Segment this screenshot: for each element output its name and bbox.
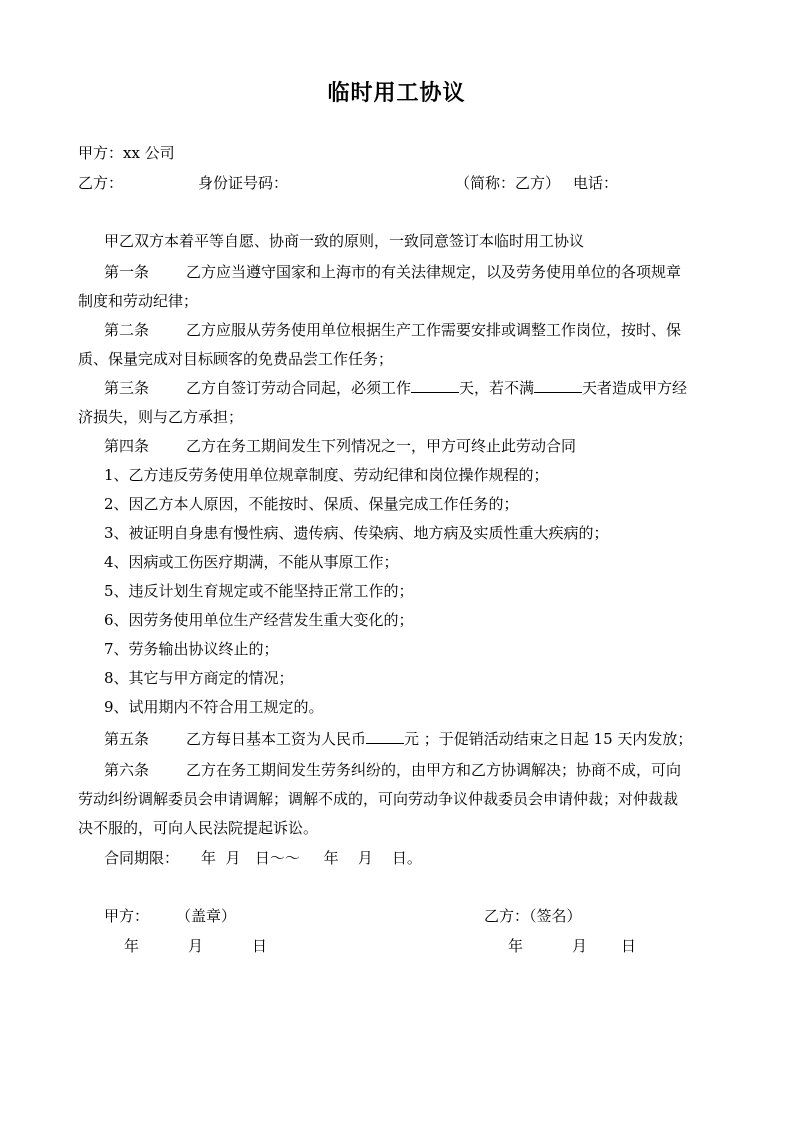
article3-part2: 天，若不满 bbox=[459, 379, 535, 397]
party-b-sign-label: 乙方：（签名） bbox=[484, 907, 582, 925]
term-dates: 年 月 日～～ 年 月 日。 bbox=[201, 849, 422, 867]
wage-blank bbox=[366, 729, 404, 744]
article5-part2: 元 ；于促销活动结束之日起 15 天内发放； bbox=[404, 730, 693, 748]
list-item: 2、因乙方本人原因，不能按时、保质、保量完成工作任务的； bbox=[104, 495, 519, 513]
article1-text-cont: 制度和劳动纪律； bbox=[78, 292, 199, 310]
party-a-year: 年 bbox=[124, 937, 140, 955]
article4-text: 乙方在务工期间发生下列情况之一，甲方可终止此劳动合同 bbox=[186, 437, 577, 455]
article2-heading: 第二条 bbox=[104, 321, 150, 339]
work-days-blank bbox=[411, 378, 459, 393]
intro-paragraph: 甲乙双方本着平等自愿、协商一致的原则，一致同意签订本临时用工协议 bbox=[104, 232, 585, 250]
article3-heading: 第三条 bbox=[104, 379, 150, 397]
article5-text bbox=[186, 729, 692, 749]
party-a-month: 月 bbox=[188, 937, 204, 955]
list-item: 6、因劳务使用单位生产经营发生重大变化的； bbox=[104, 611, 414, 629]
article4-heading: 第四条 bbox=[104, 437, 150, 455]
term-label: 合同期限： bbox=[104, 849, 180, 867]
id-number-label: 身份证号码： bbox=[198, 174, 289, 192]
list-item: 5、违反计划生育规定或不能坚持正常工作的； bbox=[104, 582, 414, 600]
seal-label: （盖章） bbox=[176, 907, 237, 925]
article2-text-cont: 质、保量完成对目标顾客的免费品尝工作任务； bbox=[78, 350, 394, 368]
party-b-month: 月 bbox=[572, 937, 588, 955]
list-item: 3、被证明自身患有慢性病、遗传病、传染病、地方病及实质性重大疾病的； bbox=[104, 524, 609, 542]
article5-part1: 乙方每日基本工资为人民币 bbox=[186, 730, 367, 748]
list-item: 7、劳务输出协议终止的； bbox=[104, 640, 279, 658]
article1-heading: 第一条 bbox=[104, 263, 150, 281]
article6-text: 乙方在务工期间发生劳务纠纷的，由甲方和乙方协调解决；协商不成，可向 bbox=[186, 761, 682, 779]
min-days-blank bbox=[534, 378, 582, 393]
phone-label: 电话： bbox=[573, 174, 619, 192]
short-name-label: （简称：乙方） bbox=[455, 174, 561, 192]
list-item: 4、因病或工伤医疗期满，不能从事原工作； bbox=[104, 553, 399, 571]
article2-text: 乙方应服从劳务使用单位根据生产工作需要安排或调整工作岗位，按时、保 bbox=[186, 321, 682, 339]
article6-text-cont2: 决不服的，可向人民法院提起诉讼。 bbox=[78, 819, 319, 837]
list-item: 1、乙方违反劳务使用单位规章制度、劳动纪律和岗位操作规程的； bbox=[104, 466, 549, 484]
party-a-day: 日 bbox=[252, 937, 268, 955]
article5-heading: 第五条 bbox=[104, 730, 150, 748]
list-item: 8、其它与甲方商定的情况； bbox=[104, 669, 294, 687]
party-a-sign-label: 甲方： bbox=[104, 907, 150, 925]
article3-text-cont: 济损失，则与乙方承担； bbox=[78, 408, 244, 426]
article6-heading: 第六条 bbox=[104, 761, 150, 779]
party-b-label: 乙方： bbox=[78, 174, 124, 192]
party-a-line: 甲方：xx 公司 bbox=[78, 144, 175, 162]
article3-part3: 天者造成甲方经 bbox=[582, 379, 688, 397]
article1-text: 乙方应当遵守国家和上海市的有关法律规定，以及劳务使用单位的各项规章 bbox=[186, 263, 682, 281]
list-item: 9、试用期内不符合用工规定的。 bbox=[104, 698, 324, 716]
document-title: 临时用工协议 bbox=[327, 81, 466, 106]
party-b-day: 日 bbox=[621, 937, 637, 955]
article3-text bbox=[186, 378, 687, 398]
party-b-year: 年 bbox=[508, 937, 524, 955]
article3-part1: 乙方自签订劳动合同起，必须工作 bbox=[186, 379, 412, 397]
article6-text-cont: 劳动纠纷调解委员会申请调解；调解不成的，可向劳动争议仲裁委员会申请仲裁；对仲裁裁 bbox=[78, 790, 679, 808]
